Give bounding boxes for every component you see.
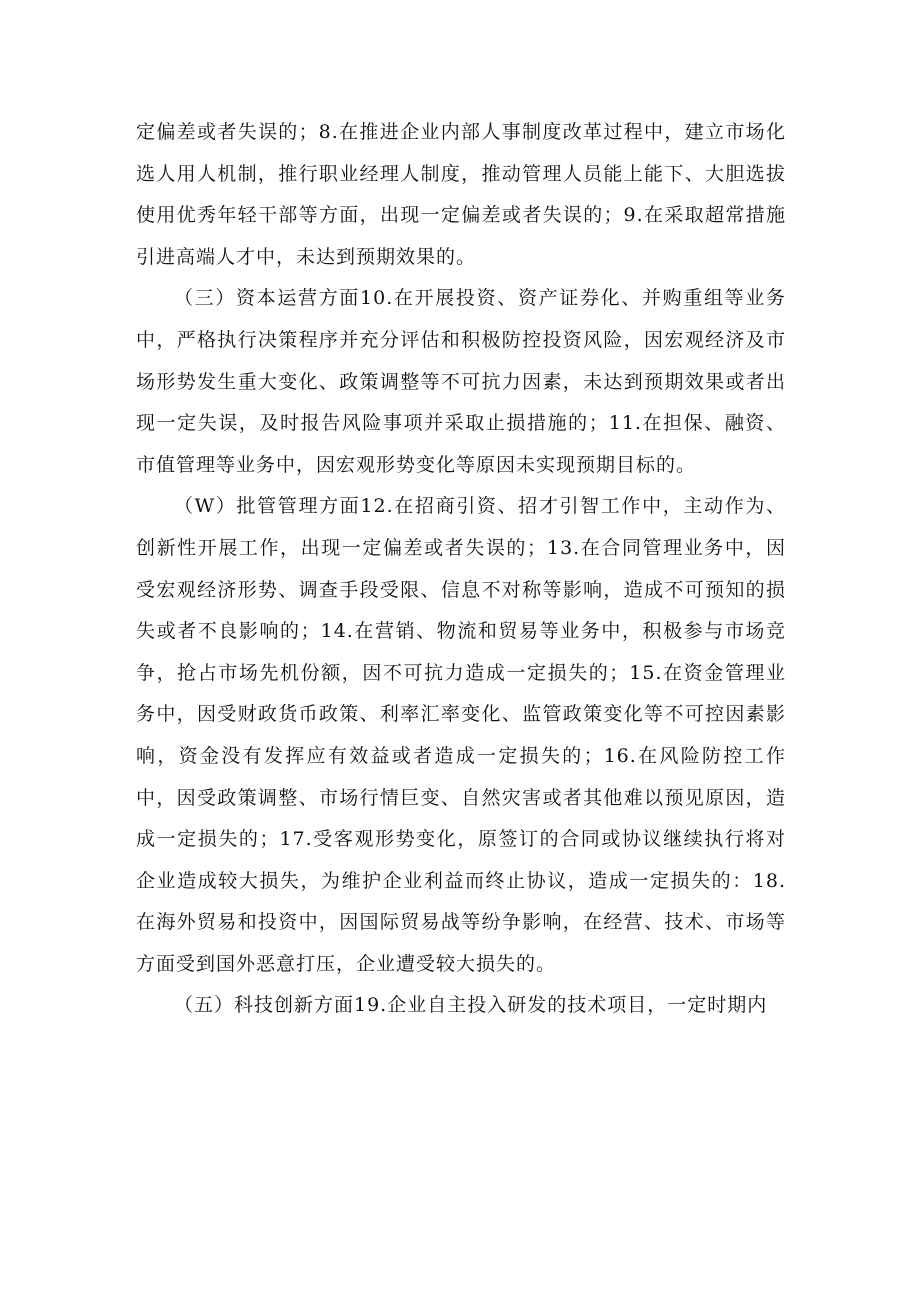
document-body — [136, 112, 786, 1027]
paragraph-operations-management: （W）批管管理方面12.在招商引资、招才引智工作中，主动作为、创新性开展工作，出现一定偏差或者失误的；13.在合同管理业务中，因受宏观经济形势、调查手段受限、信息不对称等影响，造成不可预知的损失或者不良影响的；14.在营销、物流和贸易等业务中，积极参与市场竞争，抢占市场先机份额，因不可抗力造成一定损失的；15.在资金管理业务中，因受财政货币政策、利率汇率变化、监管政策变化等不可控因素影响，资金没有发挥应有效益或者造成一定损失的；16.在风险防控工作中，因受政策调整、市场行情巨变、自然灾害或者其他难以预见原因，造成一定损失的；17.受客观形势变化，原签订的合同或协议继续执行将对企业造成较大损失，为维护企业利益而终止协议，造成一定损失的：18.在海外贸易和投资中，因国际贸易战等纷争影响，在经营、技术、市场等方面受到国外恶意打压，企业遭受较大损失的。 — [136, 495, 786, 975]
paragraph-capital-operation: （三）资本运营方面10.在开展投资、资产证券化、并购重组等业务中，严格执行决策程序并充分评估和积极防控投资风险，因宏观经济及市场形势发生重大变化、政策调整等不可抗力因素，未达到预期效果或者出现一定失误，及时报告风险事项并采取止损措施的；11.在担保、融资、市值管理等业务中，因宏观形势变化等原因未实现预期目标的。 — [136, 287, 786, 476]
paragraph-personnel-continuation: 定偏差或者失误的；8.在推进企业内部人事制度改革过程中，建立市场化选人用人机制，推行职业经理人制度，推动管理人员能上能下、大胆选拔使用优秀年轻干部等方面，出现一定偏差或者失误的；9.在采取超常措施引进高端人才中，未达到预期效果的。 — [136, 121, 786, 268]
paragraph-tech-innovation: （五）科技创新方面19.企业自主投入研发的技术项目，一定时期内 — [174, 994, 768, 1017]
